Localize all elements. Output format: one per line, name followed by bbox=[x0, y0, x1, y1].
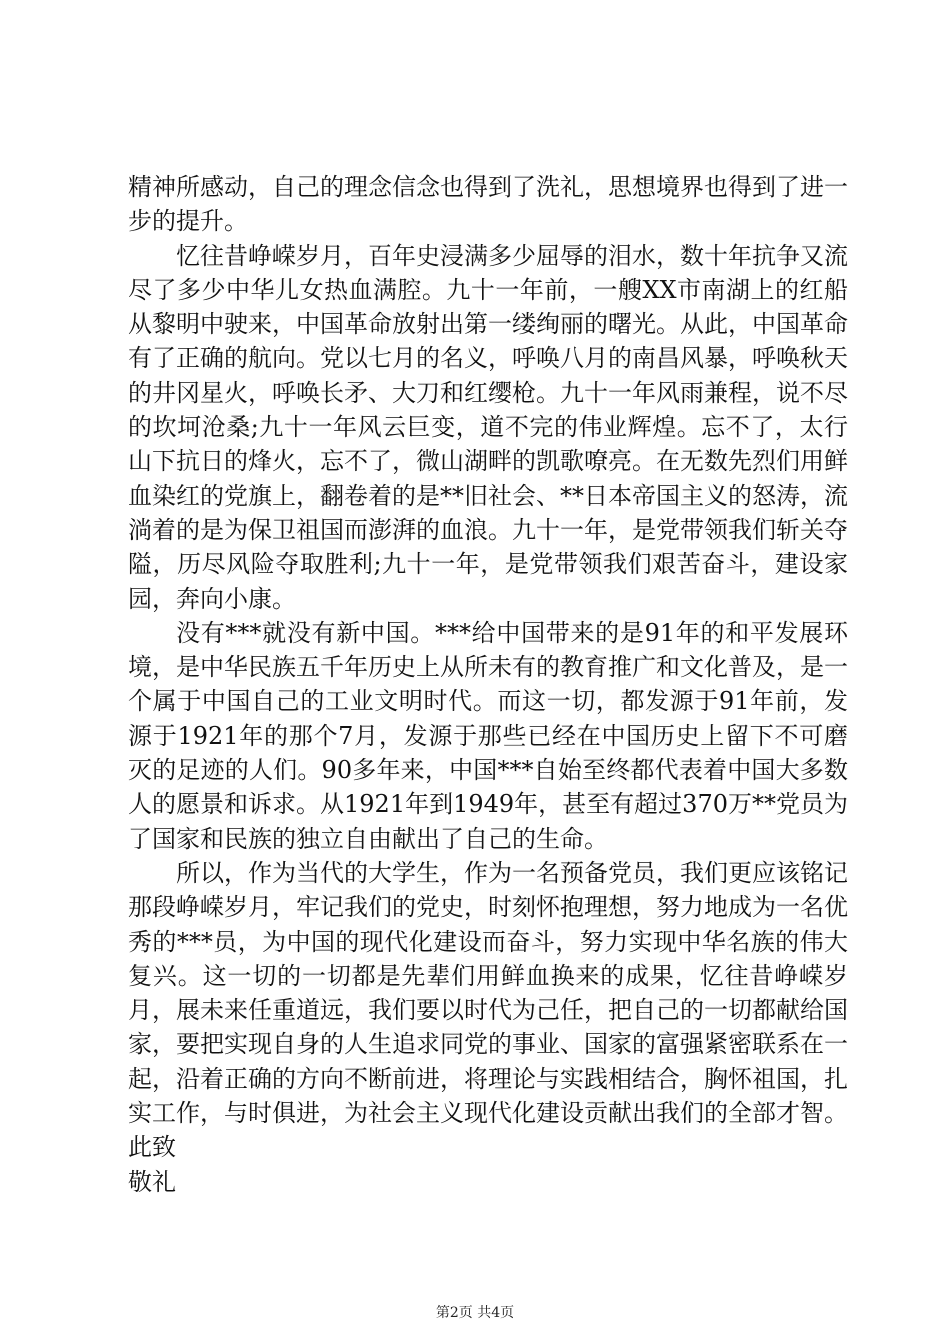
paragraph-conclusion: 所以，作为当代的大学生，作为一名预备党员，我们更应该铭记那段峥嵘岁月，牢记我们的党史，时刻怀抱理想，努力地成为一名优秀的***员，为中国的现代化建设而奋斗，努力实现中华名族的伟大复兴。这一切的一切都是先辈们用鲜血换来的成果，忆往昔峥嵘岁月，展未来任重道远，我们要以时代为己任，把自己的一切都献给国家，要把实现自身的人生追求同党的事业、国家的富强紧密联系在一起，沿着正确的方向不断前进，将理论与实践相结合，胸怀祖国，扎实工作，与时俱进，为社会主义现代化建设贡献出我们的全部才智。 bbox=[128, 858, 848, 1128]
page-number-footer: 第2页 共4页 bbox=[435, 1305, 515, 1321]
closing-salutation: 此致 bbox=[128, 1133, 176, 1162]
paragraph-new-china: 没有***就没有新中国。***给中国带来的是91年的和平发展环境，是中华民族五千年历史上从所未有的教育推广和文化普及，是一个属于中国自己的工业文明时代。而这一切，都发源于91年前，发源于1921年的那个7月，发源于那些已经在中国历史上留下不可磨灭的足迹的人们。90多年来，中国***自始至终都代表着中国大多数人的愿景和诉求。从1921年到1949年，甚至有超过370万**党员为了国家和民族的独立自由献出了自己的生命。 bbox=[128, 618, 848, 853]
paragraph-continuation: 精神所感动，自己的理念信念也得到了洗礼，思想境界也得到了进一步的提升。 bbox=[128, 173, 848, 236]
closing-regards: 敬礼 bbox=[128, 1167, 176, 1196]
document-body bbox=[128, 170, 848, 1199]
paragraph-history: 忆往昔峥嵘岁月，百年史浸满多少屈辱的泪水，数十年抗争又流尽了多少中华儿女热血满腔。九十一年前，一艘XX市南湖上的红船从黎明中驶来，中国革命放射出第一缕绚丽的曙光。从此，中国革命有了正确的航向。党以七月的名义，呼唤八月的南昌风暴，呼唤秋天的井冈星火，呼唤长矛、大刀和红缨枪。九十一年风雨兼程，说不尽的坎坷沧桑;九十一年风云巨变，道不完的伟业辉煌。忘不了，太行山下抗日的烽火，忘不了，微山湖畔的凯歌嘹亮。在无数先烈们用鲜血染红的党旗上，翻卷着的是**旧社会、**日本帝国主义的怒涛，流淌着的是为保卫祖国而澎湃的血浪。九十一年，是党带领我们斩关夺隘，历尽风险夺取胜利;九十一年，是党带领我们艰苦奋斗，建设家园，奔向小康。 bbox=[128, 241, 848, 613]
